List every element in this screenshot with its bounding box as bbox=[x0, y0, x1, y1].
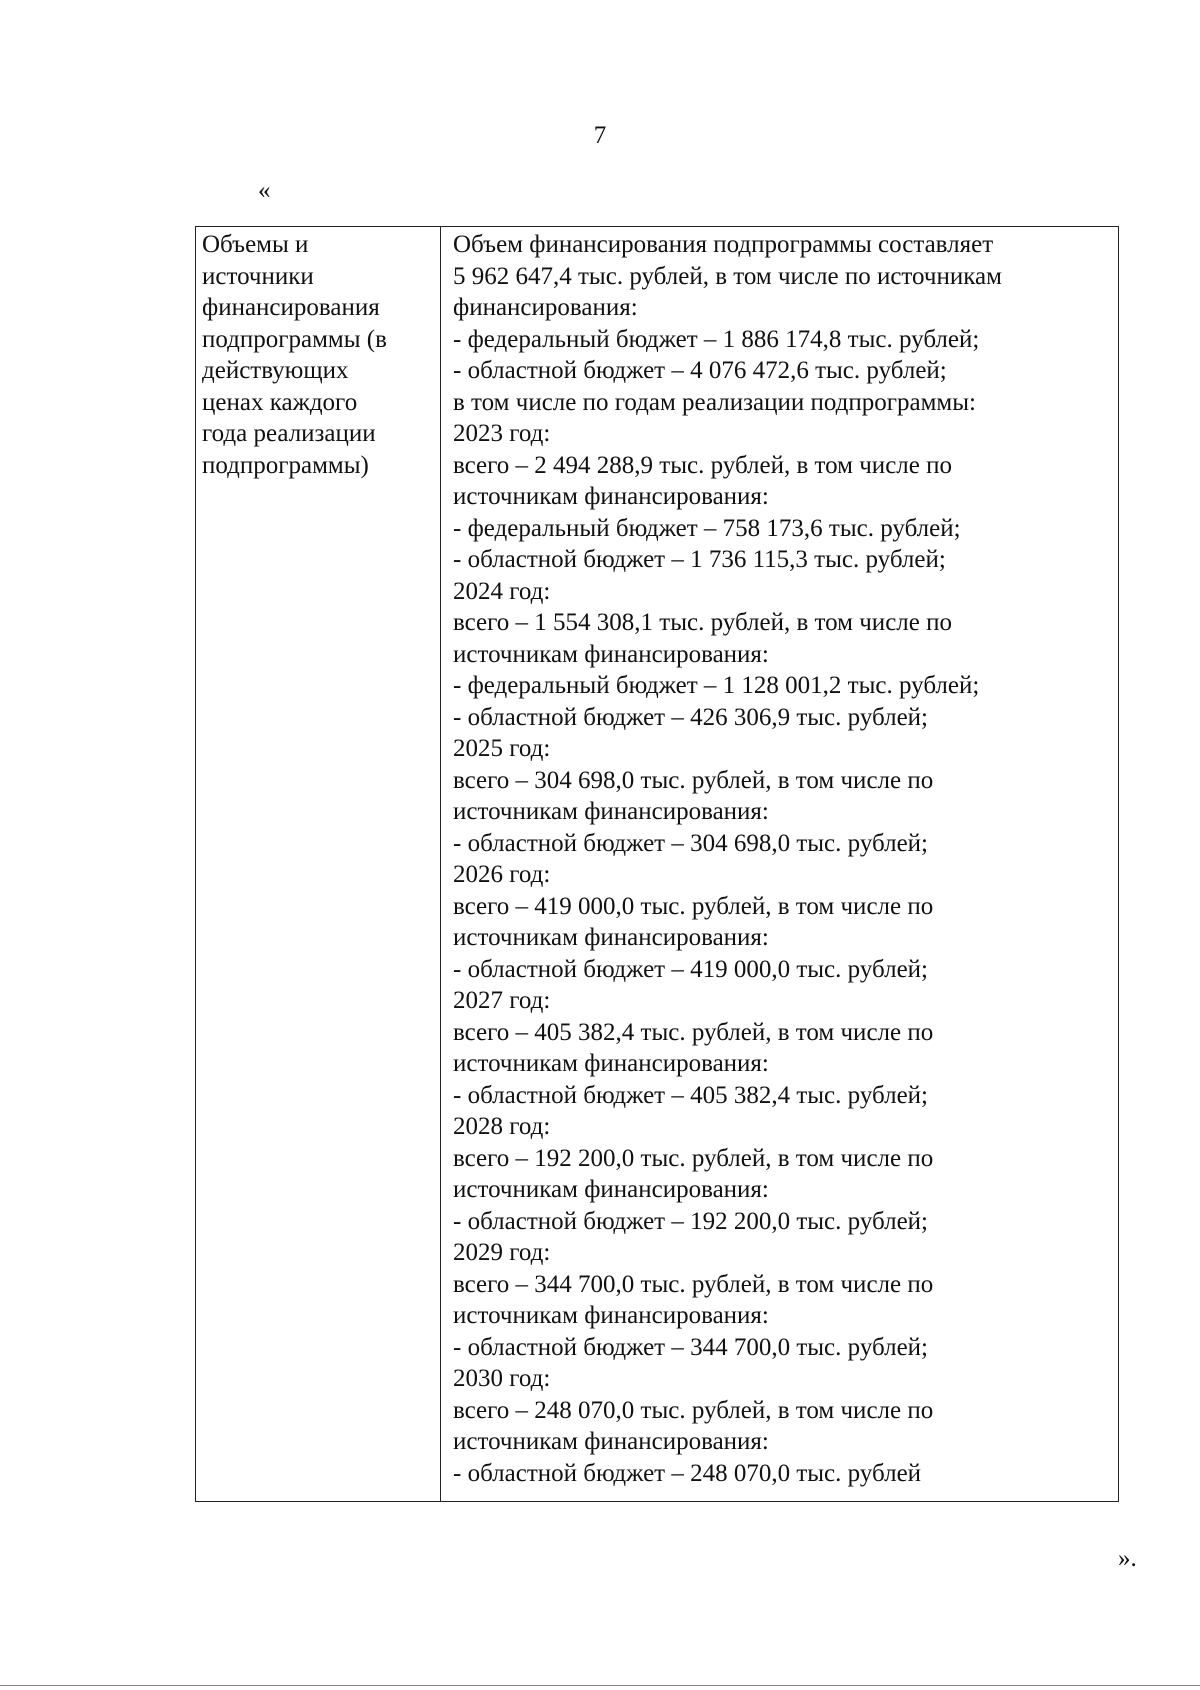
financing-line: источникам финансирования: bbox=[453, 1302, 769, 1329]
financing-line: 5 962 647,4 тыс. рублей, в том числе по источникам bbox=[453, 262, 1002, 290]
financing-line: всего – 304 698,0 тыс. рублей, в том числе по bbox=[453, 766, 934, 794]
parameter-name-line: ценах каждого bbox=[202, 388, 358, 416]
financing-line: источникам финансирования: bbox=[453, 1176, 769, 1203]
parameter-name-line: Объемы и bbox=[202, 231, 309, 258]
financing-line: 2024 год: bbox=[453, 577, 551, 605]
table-row bbox=[196, 227, 1119, 1502]
financing-line: 2026 год: bbox=[453, 861, 551, 888]
financing-line: источникам финансирования: bbox=[453, 798, 769, 825]
financing-line: 2023 год: bbox=[453, 420, 551, 447]
parameter-name-line: подпрограммы) bbox=[202, 451, 369, 479]
financing-line: источникам финансирования: bbox=[453, 924, 769, 951]
financing-line: 2029 год: bbox=[453, 1239, 551, 1266]
financing-line: - областной бюджет – 192 200,0 тыс. рублей; bbox=[453, 1207, 928, 1235]
financing-line: - областной бюджет – 4 076 472,6 тыс. рублей; bbox=[453, 357, 947, 384]
parameter-name-line: действующих bbox=[202, 357, 349, 384]
financing-line: источникам финансирования: bbox=[453, 1050, 769, 1077]
closing-quote-mark: ». bbox=[1118, 1545, 1137, 1572]
financing-line: - областной бюджет – 344 700,0 тыс. рублей; bbox=[453, 1333, 928, 1361]
financing-line: в том числе по годам реализации подпрограммы: bbox=[453, 388, 976, 416]
financing-line: - областной бюджет – 405 382,4 тыс. рублей; bbox=[453, 1081, 928, 1109]
financing-line: - областной бюджет – 426 306,9 тыс. рублей; bbox=[453, 703, 928, 731]
financing-line: - федеральный бюджет – 1 128 001,2 тыс. рублей; bbox=[453, 672, 980, 699]
page-number: 7 bbox=[593, 122, 607, 149]
financing-line: - областной бюджет – 419 000,0 тыс. рублей; bbox=[453, 955, 928, 983]
financing-line: 2028 год: bbox=[453, 1113, 551, 1140]
financing-line: всего – 419 000,0 тыс. рублей, в том числе по bbox=[453, 892, 934, 920]
parameter-name-line: года реализации bbox=[202, 420, 376, 447]
financing-line: Объем финансирования подпрограммы составляет bbox=[453, 231, 994, 258]
parameter-name-line: финансирования bbox=[202, 294, 380, 321]
financing-line: источникам финансирования: bbox=[453, 1428, 769, 1455]
financing-line: всего – 248 070,0 тыс. рублей, в том числе по bbox=[453, 1396, 934, 1424]
financing-line: 2027 год: bbox=[453, 987, 551, 1014]
financing-line: всего – 405 382,4 тыс. рублей, в том числе по bbox=[453, 1018, 934, 1046]
financing-line: всего – 192 200,0 тыс. рублей, в том числе по bbox=[453, 1144, 934, 1172]
financing-line: источникам финансирования: bbox=[453, 640, 769, 668]
financing-line: всего – 344 700,0 тыс. рублей, в том числе по bbox=[453, 1270, 934, 1298]
financing-line: - областной бюджет – 248 070,0 тыс. рублей bbox=[453, 1459, 922, 1487]
financing-line: всего – 2 494 288,9 тыс. рублей, в том числе по bbox=[453, 451, 952, 479]
financing-details-cell bbox=[441, 227, 1119, 1502]
opening-quote-mark: « bbox=[258, 177, 271, 204]
financing-line: - областной бюджет – 1 736 115,3 тыс. рублей; bbox=[453, 546, 946, 573]
financing-line: источникам финансирования: bbox=[453, 483, 769, 510]
financing-line: финансирования: bbox=[453, 294, 638, 321]
financing-line: - федеральный бюджет – 758 173,6 тыс. рублей; bbox=[453, 514, 961, 542]
financing-line: 2030 год: bbox=[453, 1365, 551, 1392]
financing-line: - федеральный бюджет – 1 886 174,8 тыс. рублей; bbox=[453, 325, 980, 353]
financing-line: всего – 1 554 308,1 тыс. рублей, в том числе по bbox=[453, 609, 952, 636]
scan-edge-line bbox=[0, 1685, 1200, 1686]
financing-line: 2025 год: bbox=[453, 735, 551, 762]
financing-line: - областной бюджет – 304 698,0 тыс. рублей; bbox=[453, 829, 928, 857]
parameter-name-line: источники bbox=[202, 262, 314, 290]
subprogram-passport-table bbox=[195, 226, 1119, 1502]
parameter-name-cell bbox=[196, 227, 441, 1502]
parameter-name-line: подпрограммы (в bbox=[202, 325, 387, 353]
